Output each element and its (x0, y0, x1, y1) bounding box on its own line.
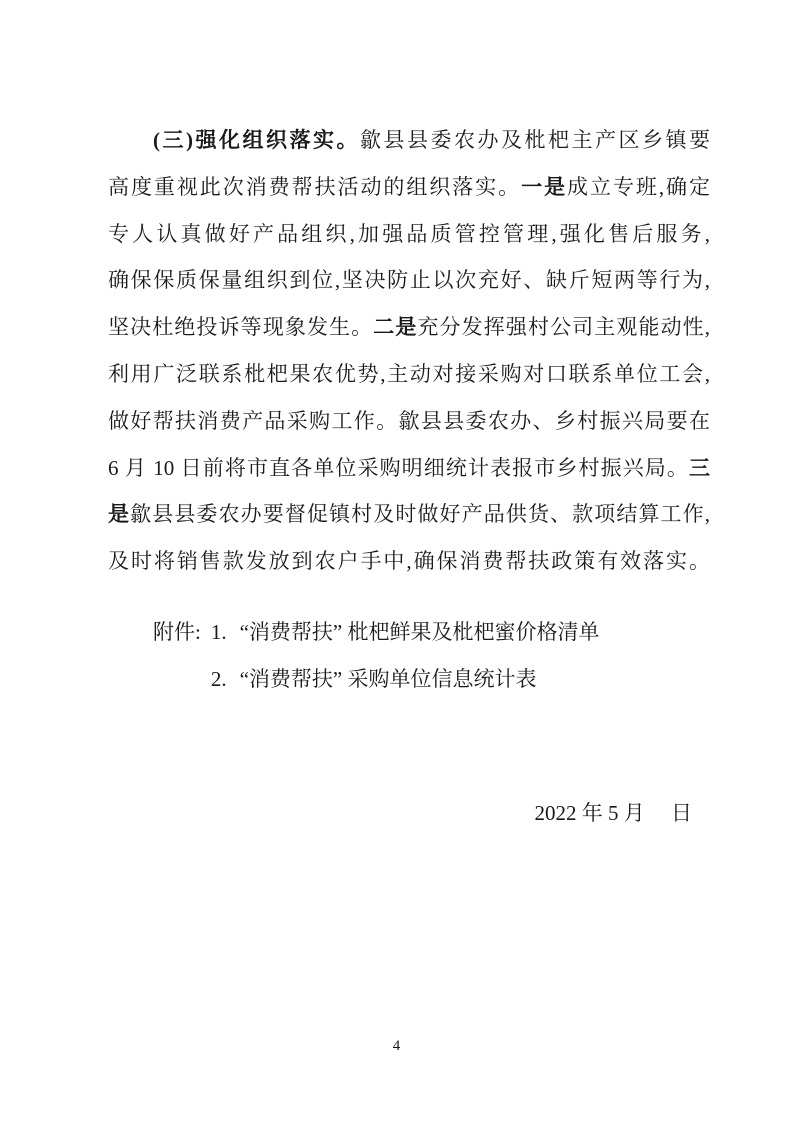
text-run: 专人认真做好产品组织,加强品质管控管理,强化售后服务, (108, 221, 710, 246)
text-run: 歙县县委农办及枇杷主产区乡镇要 (360, 128, 710, 152)
body-line (108, 257, 710, 304)
bold-text-run: (三)强化组织落实。 (153, 128, 360, 152)
body-line (108, 117, 710, 164)
text-run: 坚决杜绝投诉等现象发生。 (108, 315, 374, 340)
body-line (108, 538, 710, 585)
body-line (108, 304, 710, 351)
bold-text-run: 一是 (521, 174, 568, 199)
text-run: 歙县县委农办要督促镇村及时做好产品供货、款项结算工作, (130, 502, 711, 527)
text-run: 充分发挥强村公司主观能动性, (417, 315, 711, 340)
text-run: 成立专班,确定 (567, 174, 711, 199)
bold-text-run: 二是 (373, 315, 418, 340)
text-run: 确保保质保量组织到位,坚决防止以次充好、缺斤短两等行为, (108, 268, 710, 293)
body-paragraph (108, 117, 710, 585)
text-run: 高度重视此次消费帮扶活动的组织落实。 (108, 174, 522, 199)
body-line (108, 491, 710, 538)
body-line (108, 351, 710, 398)
body-line (108, 398, 710, 445)
body-line (108, 445, 710, 492)
attachments-label: 附件: (153, 620, 201, 644)
attachment-item (211, 609, 600, 656)
attachment-item-number: 1. (210, 620, 227, 644)
body-line (108, 164, 710, 211)
page-number: 4 (392, 1038, 401, 1054)
attachment-item-text: “消费帮扶” 采购单位信息统计表 (239, 667, 537, 691)
body-line (108, 211, 710, 258)
text-run: 做好帮扶消费产品采购工作。歙县县委农办、乡村振兴局要在 (108, 408, 710, 433)
attachment-item (211, 656, 600, 703)
text-run: 及时将销售款发放到农户手中,确保消费帮扶政策有效落实。 (108, 549, 710, 574)
date-line: 2022 年 5 月 日 (534, 801, 692, 825)
text-run: 利用广泛联系枇杷果农优势,主动对接采购对口联系单位工会, (108, 361, 710, 386)
attachments-block (153, 609, 599, 703)
attachment-item-text: “消费帮扶” 枇杷鲜果及枇杷蜜价格清单 (239, 620, 600, 644)
text-run: 6 月 10 日前将市直各单位采购明细统计表报市乡村振兴局。 (108, 455, 689, 480)
bold-text-run: 三 (689, 455, 710, 480)
attachment-item-number: 2. (210, 667, 227, 691)
bold-text-run: 是 (108, 502, 131, 527)
attachments-list (211, 609, 600, 703)
